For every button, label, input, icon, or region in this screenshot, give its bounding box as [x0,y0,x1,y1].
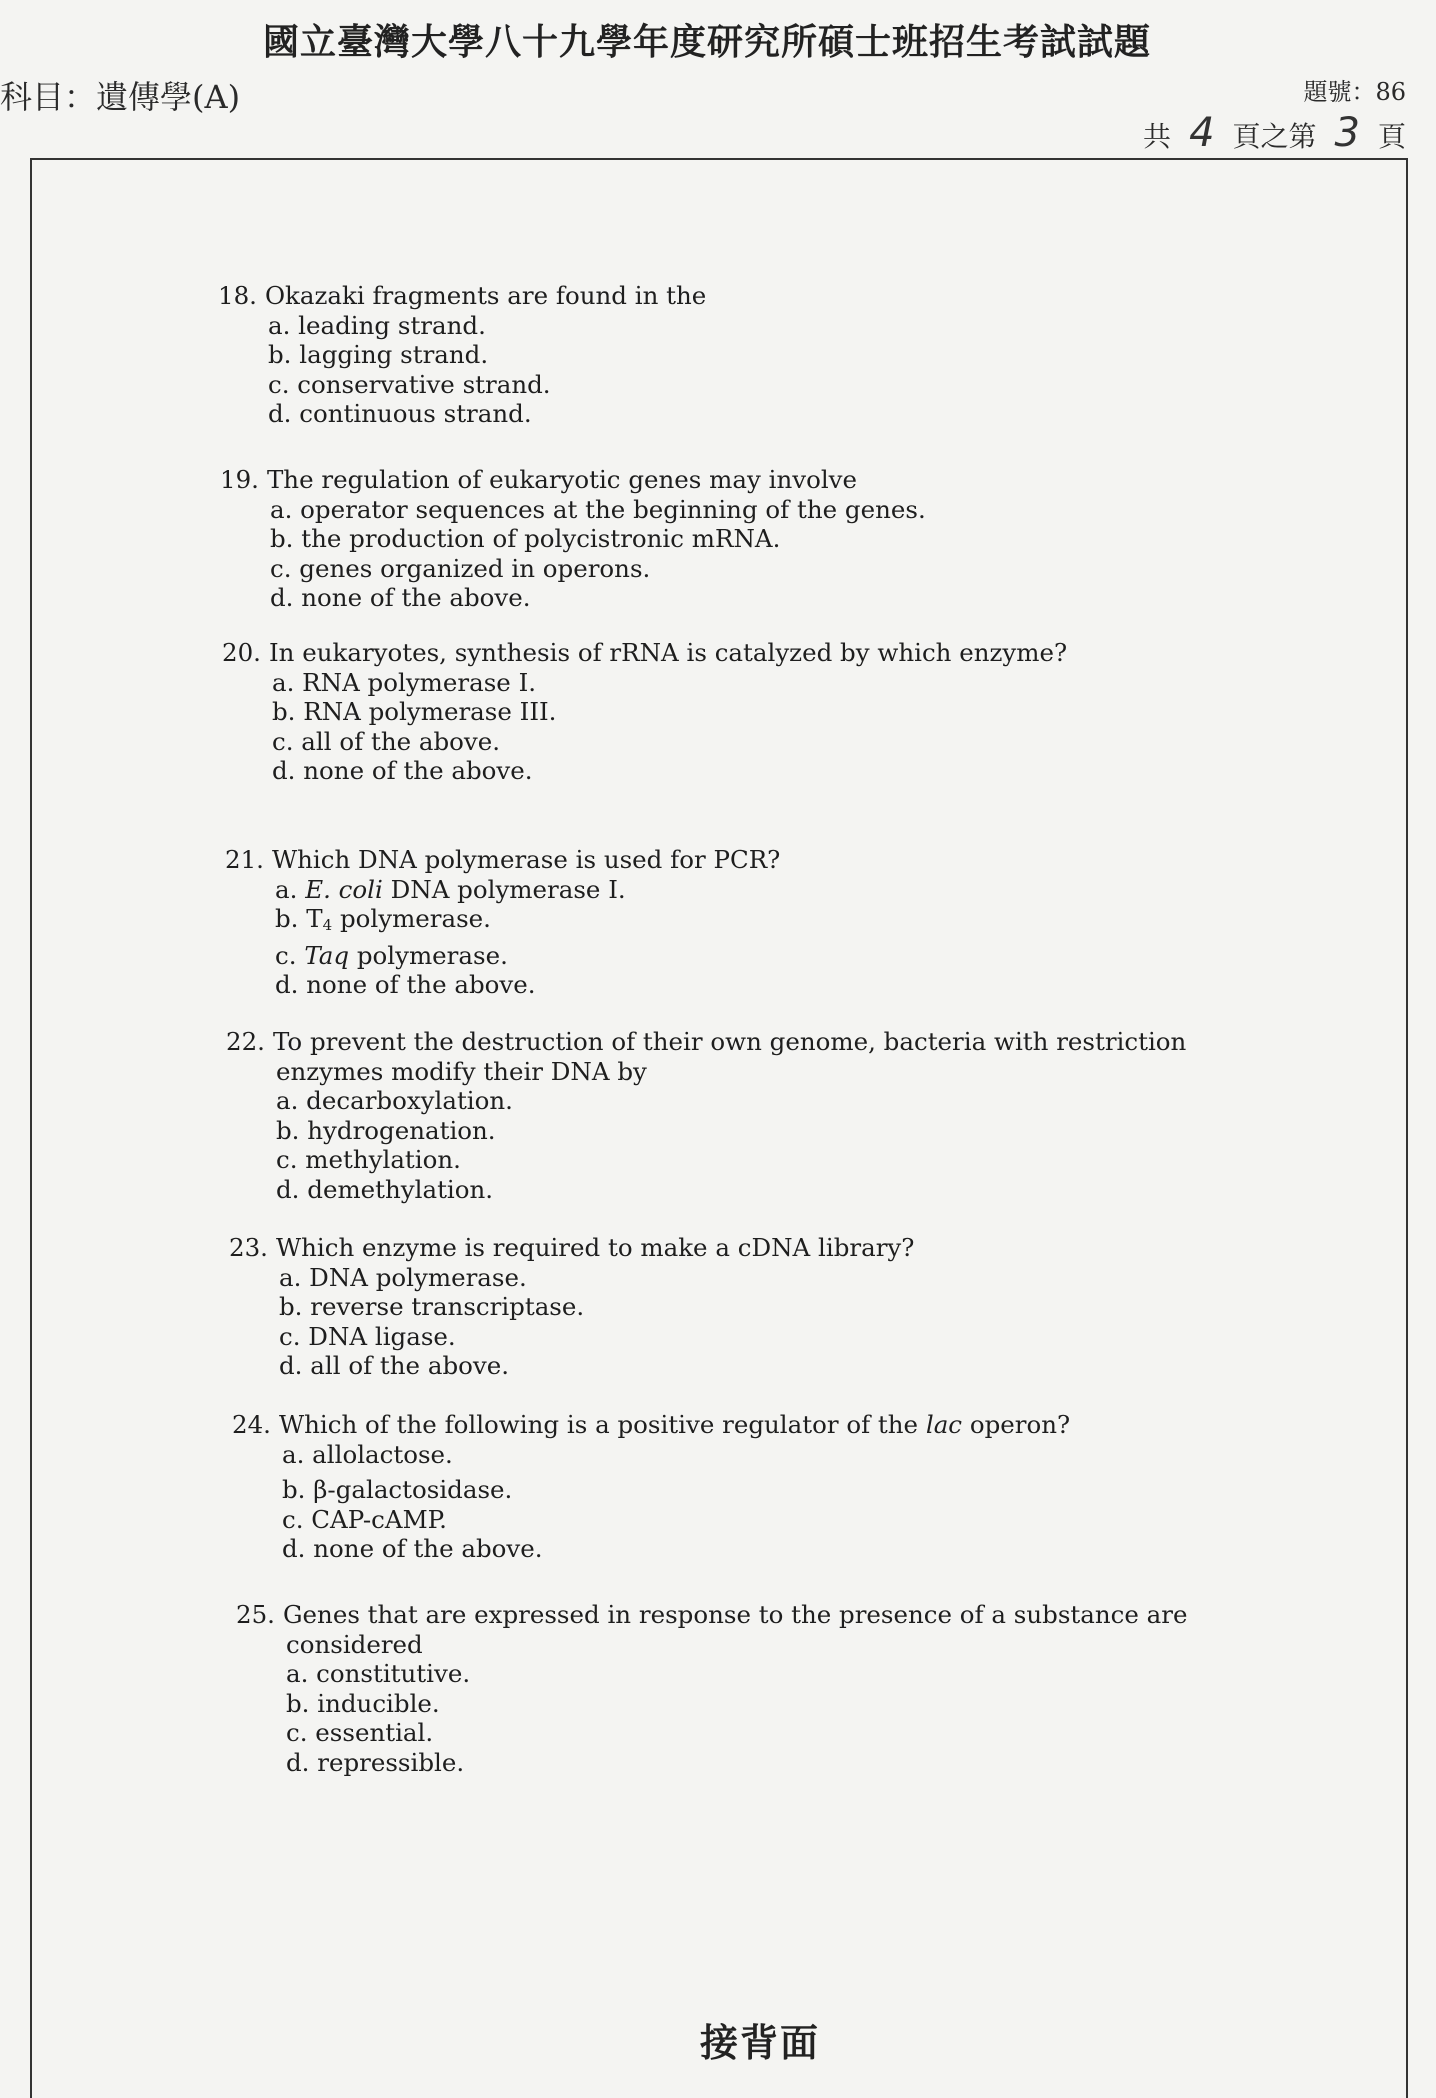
option-b-prefix: b. T [275,904,323,933]
option-b [225,904,780,941]
question-stem: Okazaki fragments are found in the [264,281,707,310]
question-stem: The regulation of eukaryotic genes may involve [266,465,857,494]
question-stem-continued: enzymes modify their DNA by [276,1056,647,1086]
page-count [1143,110,1406,156]
question-stem: In eukaryotes, synthesis of rRNA is catalyzed by which enzyme? [268,638,1068,667]
page-total: 4 [1189,110,1215,156]
question-stem: Which of the following is a positive regulator of the [278,1410,919,1439]
question-19 [220,465,926,613]
option-b: b. RNA polymerase III. [272,697,557,726]
question-stem-italic: lac [925,1410,963,1439]
exam-title: 國立臺灣大學八十九學年度研究所碩士班招生考試試題 [263,21,1152,63]
option-c: c. genes organized in operons. [270,553,651,583]
option-d: d. none of the above. [282,1534,543,1563]
question-number-label: 18. [218,281,257,310]
question-stem: Which enzyme is required to make a cDNA library? [275,1233,915,1262]
question-stem: To prevent the destruction of their own genome, bacteria with restriction [272,1027,1187,1056]
question-22 [226,1027,1186,1204]
option-c-italic: Taq [304,940,350,970]
option-b: b. reverse transcriptase. [279,1292,585,1321]
question-number: 題號：86 [1303,78,1406,106]
option-c [225,941,780,971]
option-b: b. the production of polycistronic mRNA. [270,524,781,553]
option-c: c. conservative strand. [268,369,551,399]
question-number-label: 25. [236,1600,275,1629]
option-c: c. DNA ligase. [279,1321,456,1351]
page-count-mid: 頁之第 [1232,120,1317,153]
option-b: b. hydrogenation. [276,1115,496,1145]
question-20 [222,638,1067,786]
question-24 [232,1410,1070,1564]
question-stem: Genes that are expressed in response to the presence of a substance are [282,1600,1188,1629]
question-number-label: 19. [220,465,259,494]
question-number-label: 20. [222,638,261,667]
option-d: d. all of the above. [279,1351,510,1380]
question-number-label: 23. [229,1233,268,1262]
option-c-text: polymerase. [356,940,508,970]
option-a: a. RNA polymerase I. [272,667,537,697]
option-b: b. inducible. [286,1688,440,1718]
subject-label: 科目：遺傳學(A) [0,78,241,116]
option-c-prefix: c. [275,940,297,970]
question-18 [218,281,706,429]
question-stem-end: operon? [969,1410,1071,1439]
page-current: 3 [1334,110,1360,156]
option-a: a. decarboxylation. [276,1086,513,1115]
option-a: a. leading strand. [268,310,486,340]
option-a-italic: E. coli [305,874,383,904]
question-number-label: 21. [225,845,264,874]
option-c: c. CAP-cAMP. [282,1504,447,1534]
option-d: d. none of the above. [270,583,531,612]
option-b-subscript: 4 [322,916,333,934]
option-c: c. methylation. [276,1145,461,1174]
option-a: a. DNA polymerase. [279,1262,527,1292]
option-a: a. operator sequences at the beginning of the genes. [270,494,926,524]
option-c: c. all of the above. [272,726,501,756]
question-stem: Which DNA polymerase is used for PCR? [271,845,781,874]
question-number-label: 22. [226,1027,265,1056]
option-d: d. repressible. [286,1747,465,1777]
question-23 [229,1233,914,1381]
option-a [225,875,780,905]
option-d: d. continuous strand. [268,399,532,428]
option-b: b. lagging strand. [268,340,489,369]
option-d: d. demethylation. [276,1174,494,1204]
option-a: a. allolactose. [282,1439,453,1469]
option-a-prefix: a. [275,874,298,904]
option-a-text: DNA polymerase I. [390,874,626,904]
question-number-label: 24. [232,1410,271,1439]
question-25 [236,1600,1187,1777]
option-b: b. β-galactosidase. [282,1475,513,1504]
option-d: d. none of the above. [275,970,536,999]
option-d: d. none of the above. [272,756,533,785]
question-21 [225,845,780,1000]
option-c: c. essential. [286,1718,434,1747]
continue-on-back-note: 接背面 [700,2020,821,2065]
page-count-prefix: 共 [1143,120,1172,153]
question-stem-continued: considered [286,1629,423,1659]
option-a: a. constitutive. [286,1659,471,1688]
option-b-text: polymerase. [339,904,491,933]
page-count-suffix: 頁 [1377,120,1406,153]
